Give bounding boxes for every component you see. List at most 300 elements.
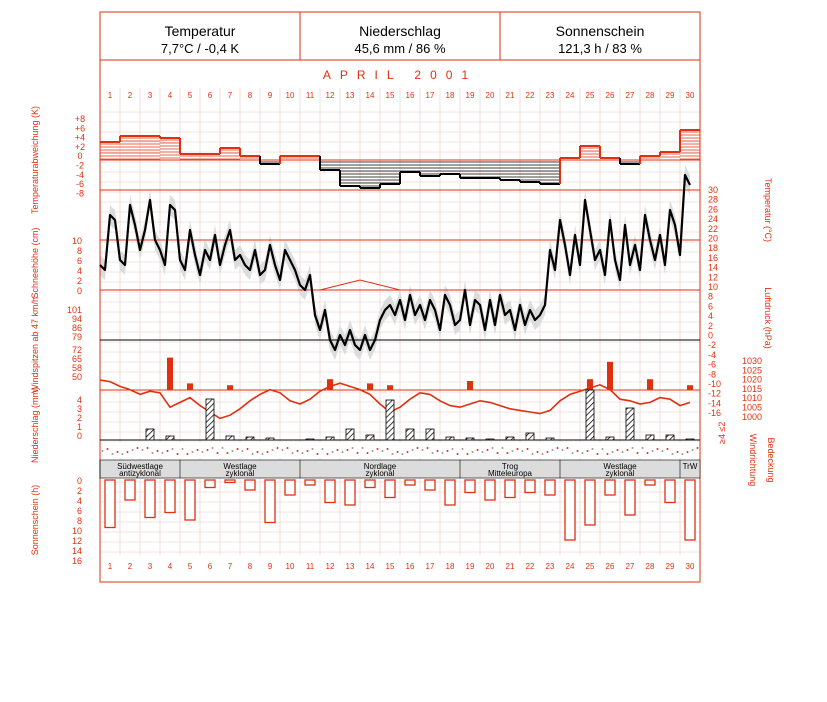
day-label-top: 9 bbox=[267, 91, 273, 100]
wind-dir-dot bbox=[632, 447, 634, 449]
gust-tick: 101 bbox=[66, 305, 82, 315]
wind-dir-dot bbox=[127, 451, 129, 453]
wind-dir-dot bbox=[392, 453, 394, 455]
day-label-top: 3 bbox=[147, 91, 153, 100]
weather-type-line2: zyklonal bbox=[605, 469, 635, 478]
wind-dir-dot bbox=[312, 448, 314, 450]
temp-c-tick: 28 bbox=[708, 194, 719, 205]
wind-dir-dot bbox=[652, 450, 654, 452]
day-label-bottom: 1 bbox=[107, 562, 113, 571]
wind-dir-dot bbox=[522, 450, 524, 452]
day-label-top: 13 bbox=[345, 91, 355, 100]
sun-tick: 16 bbox=[71, 556, 82, 566]
wind-dir-dot bbox=[532, 453, 534, 455]
temp-c-tick: -12 bbox=[708, 388, 722, 399]
temp-dev-tick: -2 bbox=[75, 160, 85, 171]
wind-gust-bar bbox=[327, 379, 333, 390]
snow-tick: 0 bbox=[76, 286, 82, 296]
wind-dir-dot bbox=[527, 448, 529, 450]
temp-c-tick: 26 bbox=[708, 204, 719, 215]
snow-tick: 2 bbox=[76, 276, 82, 286]
wind-dir-dot bbox=[327, 453, 329, 455]
day-label-bottom: 10 bbox=[285, 562, 295, 571]
wind-dir-dot bbox=[227, 452, 229, 454]
wind-dir-dot bbox=[192, 451, 194, 453]
wind-dir-dot bbox=[687, 451, 689, 453]
day-label-bottom: 21 bbox=[505, 562, 515, 571]
wind-dir-dot bbox=[132, 449, 134, 451]
wind-dir-dot bbox=[202, 451, 204, 453]
wind-dir-dot bbox=[257, 451, 259, 453]
day-label-top: 6 bbox=[207, 91, 213, 100]
temp-dev-tick: +8 bbox=[74, 114, 86, 124]
day-label-top: 15 bbox=[385, 91, 395, 100]
wind-dir-dot bbox=[102, 450, 104, 452]
header bbox=[161, 23, 644, 56]
temp-c-tick: 12 bbox=[708, 272, 719, 283]
sunshine-bar bbox=[465, 480, 475, 493]
wind-dir-dot bbox=[497, 452, 499, 454]
day-label-top: 14 bbox=[365, 91, 375, 100]
wind-gust-bar bbox=[587, 379, 593, 390]
weather-type-line2: Mitteleuropa bbox=[487, 469, 533, 478]
day-label-bottom: 25 bbox=[585, 562, 595, 571]
wind-gust-bar bbox=[167, 358, 173, 390]
wind-dir-dot bbox=[482, 451, 484, 453]
wind-dir-dot bbox=[247, 448, 249, 450]
sun-tick: 10 bbox=[71, 526, 82, 536]
wind-dir-dot bbox=[317, 453, 319, 455]
temp-dev-bar bbox=[480, 162, 500, 178]
day-label-top: 11 bbox=[305, 91, 315, 100]
temp-c-tick: -14 bbox=[708, 398, 722, 409]
wind-dir-dot bbox=[322, 448, 324, 450]
precip-tick: 2 bbox=[76, 413, 82, 423]
sunshine-bar bbox=[585, 480, 595, 525]
wind-dir-dot bbox=[492, 447, 494, 449]
pressure-tick: 1010 bbox=[742, 393, 763, 404]
day-label-top: 18 bbox=[445, 91, 455, 100]
wind-dir-dot bbox=[387, 448, 389, 450]
precipitation-bar bbox=[666, 435, 674, 440]
day-label-bottom: 4 bbox=[167, 562, 173, 571]
wind-dir-dot bbox=[472, 451, 474, 453]
pressure-tick: 1000 bbox=[742, 411, 763, 422]
wind-dir-dot bbox=[517, 448, 519, 450]
sun-tick: 12 bbox=[71, 536, 82, 546]
precip-tick: 4 bbox=[76, 395, 82, 405]
wind-dir-dot bbox=[342, 451, 344, 453]
wind-dir-dot bbox=[332, 451, 334, 453]
temp-dev-tick: -6 bbox=[75, 179, 85, 190]
wind-dir-dot bbox=[442, 452, 444, 454]
snow-tick: 10 bbox=[71, 236, 82, 246]
temperature-title: Temperatur bbox=[164, 23, 236, 39]
precipitation-value: 45,6 mm / 86 % bbox=[354, 41, 446, 56]
day-label-top: 19 bbox=[465, 91, 475, 100]
day-label-bottom: 3 bbox=[147, 562, 153, 571]
wind-dir-dot bbox=[402, 453, 404, 455]
month-label: APRIL 2001 bbox=[322, 68, 478, 82]
temp-dev-bar bbox=[160, 136, 180, 158]
weather-type-line1: Südwestlage bbox=[117, 462, 163, 471]
temp-dev-bar bbox=[100, 142, 120, 159]
temp-c-tick: 8 bbox=[708, 291, 714, 302]
wind-dir-dot bbox=[362, 447, 364, 449]
temp-c-tick: 18 bbox=[708, 243, 719, 254]
temp-dev-bar bbox=[460, 162, 480, 178]
label-wind-gusts: Windspitzen ab 47 km/h bbox=[30, 296, 40, 394]
temp-dev-tick: +4 bbox=[74, 132, 86, 143]
wind-dir-dot bbox=[337, 449, 339, 451]
wind-band-bg bbox=[100, 442, 700, 458]
day-label-bottom: 12 bbox=[325, 562, 335, 571]
sunshine-bar bbox=[265, 480, 275, 523]
sunshine-bar bbox=[645, 480, 655, 485]
precipitation-bar bbox=[686, 439, 694, 440]
day-label-bottom: 6 bbox=[207, 562, 213, 571]
sunshine-bar bbox=[665, 480, 675, 503]
wind-dir-dot bbox=[512, 450, 514, 452]
precipitation-bar bbox=[266, 438, 274, 440]
wind-dir-dot bbox=[547, 451, 549, 453]
wind-dir-dot bbox=[427, 447, 429, 449]
wind-dir-dot bbox=[607, 453, 609, 455]
day-label-top: 30 bbox=[685, 91, 695, 100]
wind-dir-dot bbox=[277, 447, 279, 449]
wind-dir-dot bbox=[412, 449, 414, 451]
day-label-top: 24 bbox=[565, 91, 575, 100]
weather-type-line1: Westlage bbox=[603, 462, 637, 471]
day-label-bottom: 20 bbox=[485, 562, 495, 571]
temp-c-tick: -10 bbox=[708, 379, 722, 389]
gust-tick-low: 65 bbox=[71, 354, 82, 364]
day-label-bottom: 22 bbox=[525, 562, 535, 571]
wind-dir-dot bbox=[537, 451, 539, 453]
pressure-tick: 1025 bbox=[742, 365, 763, 376]
label-snow-depth: Schneehöhe (cm) bbox=[30, 227, 40, 299]
temp-c-tick: -16 bbox=[708, 408, 722, 419]
wind-dir-dot bbox=[242, 450, 244, 452]
wind-gust-bar bbox=[227, 385, 233, 390]
weather-type-line1: Westlage bbox=[223, 462, 257, 471]
temp-dev-bar bbox=[400, 162, 420, 184]
sunshine-bar bbox=[365, 480, 375, 488]
wind-dir-dot bbox=[647, 452, 649, 454]
precipitation-bar bbox=[606, 437, 614, 440]
precipitation-bar bbox=[546, 438, 554, 440]
day-label-top: 2 bbox=[127, 91, 133, 100]
precipitation-bar bbox=[426, 429, 434, 440]
wind-dir-dot bbox=[252, 453, 254, 455]
wind-dir-dot bbox=[417, 447, 419, 449]
day-axis-top bbox=[108, 91, 695, 100]
sunshine-bar bbox=[185, 480, 195, 520]
day-label-bottom: 27 bbox=[625, 562, 635, 571]
wind-dir-dot bbox=[367, 452, 369, 454]
wind-dir-dot bbox=[587, 450, 589, 452]
wind-dir-dot bbox=[357, 452, 359, 454]
wind-gust-bar bbox=[687, 385, 693, 390]
temp-c-tick: 6 bbox=[708, 301, 714, 312]
temp-c-tick: -6 bbox=[708, 359, 717, 370]
wind-dir-dot bbox=[347, 449, 349, 451]
temp-c-tick: 14 bbox=[708, 262, 719, 273]
wind-dir-dot bbox=[297, 450, 299, 452]
day-label-bottom: 16 bbox=[405, 562, 415, 571]
day-label-bottom: 24 bbox=[565, 562, 575, 571]
gust-tick: 86 bbox=[71, 323, 82, 333]
wind-dir-dot bbox=[667, 448, 669, 450]
wind-dir-dot bbox=[487, 449, 489, 451]
sun-tick: 4 bbox=[76, 496, 82, 506]
day-label-top: 12 bbox=[325, 91, 335, 100]
sun-tick: 2 bbox=[76, 486, 82, 496]
day-label-bottom: 15 bbox=[385, 562, 395, 571]
wind-dir-dot bbox=[152, 452, 154, 454]
precipitation-bar bbox=[406, 429, 414, 440]
temp-dev-tick: -4 bbox=[75, 169, 85, 180]
label-wind-direction: Windrichtung bbox=[748, 433, 758, 487]
day-label-bottom: 14 bbox=[365, 562, 375, 571]
sunshine-bar bbox=[305, 480, 315, 485]
day-label-top: 7 bbox=[227, 91, 233, 100]
pressure-tick: 1005 bbox=[742, 402, 763, 413]
wind-dir-dot bbox=[162, 452, 164, 454]
precipitation-bar bbox=[146, 429, 154, 440]
wind-dir-dot bbox=[682, 453, 684, 455]
precipitation-bar bbox=[326, 437, 334, 440]
temp-dev-bar bbox=[140, 136, 160, 159]
day-label-top: 21 bbox=[505, 91, 515, 100]
precipitation-bar bbox=[206, 399, 214, 440]
wind-dir-dot bbox=[552, 449, 554, 451]
temp-dev-bar bbox=[220, 148, 240, 159]
day-label-top: 1 bbox=[107, 91, 113, 100]
day-label-top: 23 bbox=[545, 91, 555, 100]
pressure-tick: 1015 bbox=[742, 383, 763, 394]
weather-type-line2: zyklonal bbox=[365, 469, 395, 478]
temp-dev-bar bbox=[680, 130, 700, 159]
precip-tick: 3 bbox=[76, 404, 82, 414]
wind-gust-bar bbox=[467, 381, 473, 390]
sun-tick: 6 bbox=[76, 506, 82, 516]
sun-tick: 14 bbox=[71, 546, 82, 556]
temp-c-tick: 22 bbox=[708, 223, 719, 234]
sunshine-bar bbox=[285, 480, 295, 495]
sunshine-bar bbox=[205, 480, 215, 488]
wind-gust-bar bbox=[607, 362, 613, 390]
wind-dir-dot bbox=[542, 453, 544, 455]
sunshine-bar bbox=[605, 480, 615, 495]
temp-dev-bar bbox=[360, 162, 380, 188]
day-label-bottom: 30 bbox=[685, 562, 695, 571]
wind-dir-dot bbox=[282, 449, 284, 451]
day-label-bottom: 5 bbox=[187, 562, 193, 571]
sun-tick: 0 bbox=[76, 476, 82, 486]
temp-c-tick: 30 bbox=[708, 185, 719, 195]
precipitation-bar bbox=[446, 437, 454, 440]
wind-dir-dot bbox=[372, 450, 374, 452]
precipitation-bar bbox=[386, 400, 394, 440]
temp-c-tick: 20 bbox=[708, 233, 719, 244]
day-label-top: 27 bbox=[625, 91, 635, 100]
sunshine-bar bbox=[325, 480, 335, 503]
wind-dir-dot bbox=[142, 449, 144, 451]
wind-dir-dot bbox=[502, 447, 504, 449]
precipitation-bar bbox=[346, 429, 354, 440]
temp-c-tick: -2 bbox=[708, 340, 717, 351]
temp-dev-tick: -8 bbox=[75, 188, 85, 199]
wind-gust-bar bbox=[387, 385, 393, 390]
wind-dir-dot bbox=[447, 450, 449, 452]
temp-dev-bar bbox=[320, 156, 340, 170]
weather-type-line2: antizyklonal bbox=[119, 469, 161, 478]
snow-tick: 6 bbox=[76, 256, 82, 266]
temp-dev-bar bbox=[300, 156, 320, 158]
wind-dir-dot bbox=[592, 448, 594, 450]
wind-gust-bar bbox=[187, 383, 193, 390]
wind-dir-dot bbox=[382, 450, 384, 452]
precipitation-bar bbox=[526, 433, 534, 440]
sunshine-bar bbox=[165, 480, 175, 513]
wind-dir-dot bbox=[167, 450, 169, 452]
sun-tick: 8 bbox=[76, 516, 82, 526]
label-precipitation: Niederschlag (mm) bbox=[30, 386, 40, 464]
precipitation-bar bbox=[226, 436, 234, 440]
wind-dir-dot bbox=[562, 449, 564, 451]
wind-dir-dot bbox=[672, 453, 674, 455]
wind-dir-dot bbox=[422, 449, 424, 451]
temp-dev-bar bbox=[440, 162, 460, 176]
label-temp-deviation: Temperaturabweichung (K) bbox=[30, 105, 40, 215]
day-label-top: 25 bbox=[585, 91, 595, 100]
day-label-top: 4 bbox=[167, 91, 173, 100]
day-label-bottom: 19 bbox=[465, 562, 475, 571]
wind-dir-dot bbox=[287, 447, 289, 449]
day-label-top: 22 bbox=[525, 91, 535, 100]
wind-dir-dot bbox=[437, 450, 439, 452]
wind-dir-dot bbox=[267, 451, 269, 453]
weather-type-line1: Trog bbox=[501, 462, 519, 471]
gust-tick: 79 bbox=[71, 332, 82, 342]
day-label-top: 17 bbox=[425, 91, 435, 100]
sunshine-bar bbox=[685, 480, 695, 540]
wind-dir-dot bbox=[612, 451, 614, 453]
sunshine-bar bbox=[385, 480, 395, 498]
gust-tick-low: 50 bbox=[71, 372, 82, 382]
wind-dir-dot bbox=[397, 451, 399, 453]
weather-type-line2: zyklonal bbox=[225, 469, 255, 478]
temp-dev-bar bbox=[380, 162, 400, 188]
wind-dir-dot bbox=[407, 451, 409, 453]
temp-dev-tick: +6 bbox=[74, 123, 86, 134]
day-label-bottom: 29 bbox=[665, 562, 675, 571]
weather-type-line1: TrW bbox=[682, 462, 698, 471]
wind-dir-dot bbox=[197, 449, 199, 451]
sunshine-bar bbox=[425, 480, 435, 490]
wind-dir-dot bbox=[572, 452, 574, 454]
label-sunshine: Sonnenschein (h) bbox=[30, 484, 40, 556]
day-label-top: 29 bbox=[665, 91, 675, 100]
temp-dev-bar bbox=[340, 162, 360, 186]
wind-dir-dot bbox=[212, 447, 214, 449]
wind-dir-dot bbox=[217, 452, 219, 454]
day-label-bottom: 2 bbox=[127, 562, 133, 571]
temp-dev-bar bbox=[500, 162, 520, 180]
sunshine-bar bbox=[545, 480, 555, 495]
day-label-bottom: 28 bbox=[645, 562, 655, 571]
temp-c-tick: 2 bbox=[708, 320, 714, 331]
day-label-top: 16 bbox=[405, 91, 415, 100]
precipitation-title: Niederschlag bbox=[359, 23, 441, 39]
sunshine-value: 121,3 h / 83 % bbox=[558, 41, 642, 56]
wind-dir-dot bbox=[637, 452, 639, 454]
wind-dir-dot bbox=[582, 452, 584, 454]
day-label-top: 5 bbox=[187, 91, 193, 100]
wind-dir-dot bbox=[117, 451, 119, 453]
day-label-top: 10 bbox=[285, 91, 295, 100]
pressure-tick: 1020 bbox=[742, 374, 763, 385]
precipitation-bar bbox=[586, 390, 594, 440]
wind-dir-dot bbox=[697, 447, 699, 449]
temp-c-tick: 4 bbox=[708, 311, 714, 322]
wind-dir-dot bbox=[432, 452, 434, 454]
precip-tick: 1 bbox=[76, 422, 82, 432]
temp-dev-tick: +2 bbox=[74, 141, 86, 152]
precipitation-bar bbox=[506, 437, 514, 440]
temp-dev-bar bbox=[200, 154, 220, 159]
wind-dir-dot bbox=[567, 447, 569, 449]
wind-gust-bar bbox=[647, 379, 653, 390]
wind-dir-dot bbox=[122, 453, 124, 455]
wind-dir-dot bbox=[177, 453, 179, 455]
sunshine-bar bbox=[125, 480, 135, 500]
temp-c-tick: -4 bbox=[708, 349, 717, 360]
day-label-top: 26 bbox=[605, 91, 615, 100]
precipitation-bar bbox=[626, 408, 634, 440]
wind-dir-dot bbox=[507, 452, 509, 454]
wind-gust-bar bbox=[367, 383, 373, 390]
weather-type-line1: Nordlage bbox=[363, 462, 397, 471]
day-label-bottom: 9 bbox=[267, 562, 273, 571]
wind-dir-dot bbox=[597, 453, 599, 455]
temp-dev-bar bbox=[660, 152, 680, 157]
wind-dir-dot bbox=[302, 452, 304, 454]
day-label-bottom: 11 bbox=[305, 562, 315, 571]
precipitation-bar bbox=[306, 439, 314, 440]
wind-dir-dot bbox=[232, 450, 234, 452]
temp-dev-bar bbox=[180, 138, 200, 159]
temp-dev-bar bbox=[420, 162, 440, 176]
day-label-top: 28 bbox=[645, 91, 655, 100]
wind-dir-dot bbox=[662, 450, 664, 452]
sunshine-bar bbox=[525, 480, 535, 493]
precip-tick: 0 bbox=[76, 431, 82, 441]
sunshine-bar bbox=[505, 480, 515, 498]
day-label-bottom: 13 bbox=[345, 562, 355, 571]
sunshine-bar bbox=[445, 480, 455, 505]
sunshine-bar bbox=[625, 480, 635, 515]
wind-dir-dot bbox=[622, 451, 624, 453]
pressure-tick: 1030 bbox=[742, 356, 763, 366]
wind-dir-dot bbox=[222, 447, 224, 449]
label-cloud-cover: Bedeckung bbox=[766, 437, 776, 483]
wind-dir-dot bbox=[182, 448, 184, 450]
wind-dir-dot bbox=[642, 447, 644, 449]
day-axis-bottom bbox=[108, 562, 695, 571]
wind-dir-dot bbox=[602, 448, 604, 450]
